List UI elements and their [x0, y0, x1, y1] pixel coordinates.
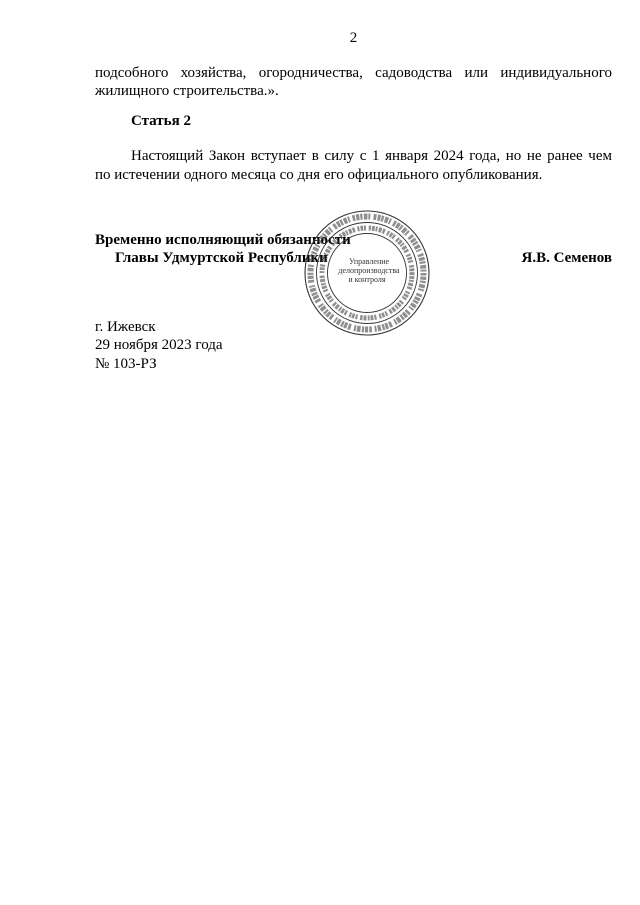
paragraph-2-line-1: Настоящий Закон вступает в силу с 1 января 2024 года, но не ранее чем: [131, 148, 612, 164]
seal-center-text-line-1: Управление: [348, 257, 390, 266]
seal-center-text-line-3: и контроля: [348, 275, 386, 284]
place-of-signing: г. Ижевск: [95, 319, 156, 335]
paragraph-1-line-1: подсобного хозяйства, огородничества, садоводства или индивидуального: [95, 65, 612, 81]
signatory-position-line-1: Временно исполняющий обязанности: [95, 232, 351, 248]
signatory-name: Я.В. Семенов: [521, 250, 612, 266]
article-heading: Статья 2: [131, 113, 191, 129]
signing-date: 29 ноября 2023 года: [95, 337, 223, 353]
seal-outer-border: [305, 211, 429, 335]
page-number: 2: [349, 30, 358, 46]
paragraph-2-line-2: по истечении одного месяца со дня его официального опубликования.: [95, 167, 543, 183]
law-number: № 103-РЗ: [95, 356, 157, 372]
official-seal-stamp: [303, 209, 431, 337]
paragraph-1-line-2: жилищного строительства.».: [95, 83, 279, 99]
seal-center-text-line-2: делопроизводства: [338, 266, 400, 275]
signatory-position-line-2: Главы Удмуртской Республики: [115, 250, 328, 266]
